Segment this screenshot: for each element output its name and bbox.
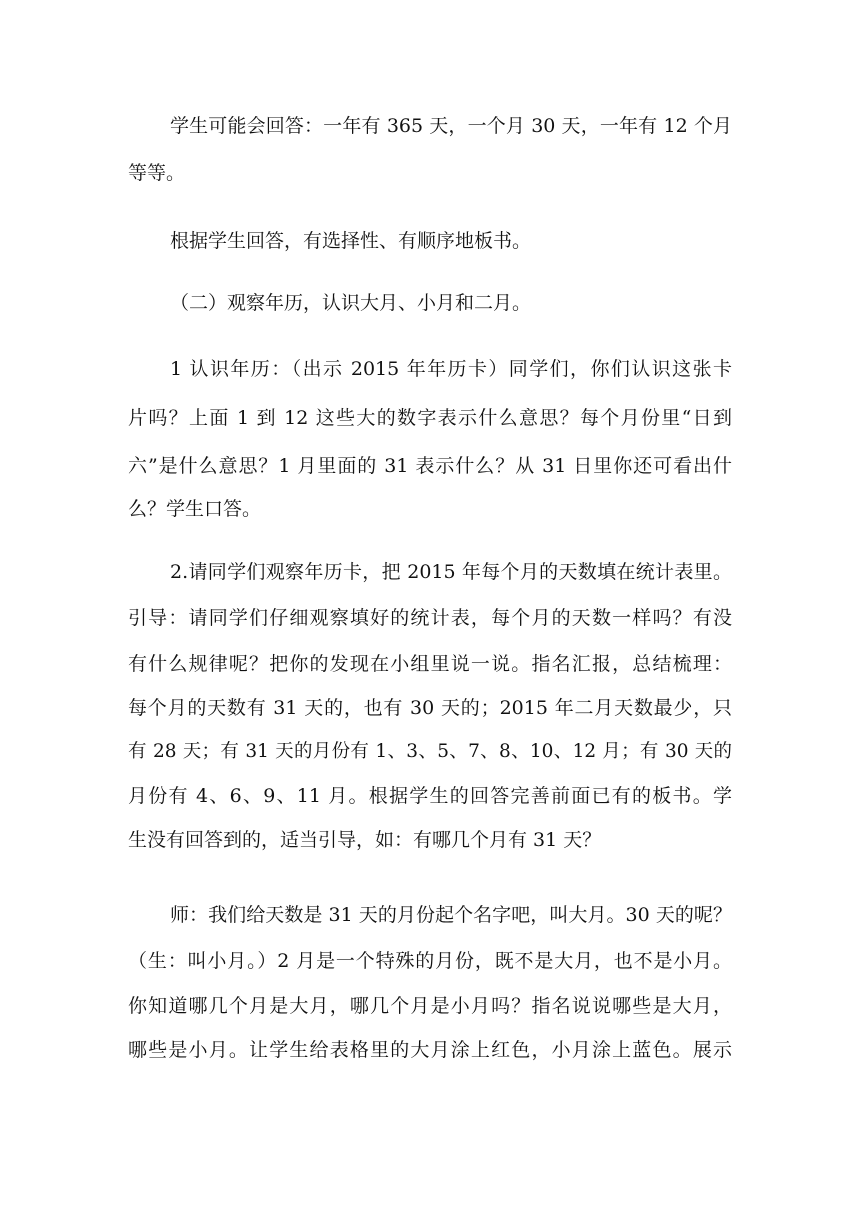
paragraph-4-line-4: 么？学生口答。: [128, 498, 262, 520]
paragraph-6-line-2: （生：叫小月。）2 月是一个特殊的月份，既不是大月，也不是小月。: [128, 950, 732, 972]
paragraph-6-line-3: 你知道哪几个月是大月，哪几个月是小月吗？指名说说哪些是大月，: [128, 995, 732, 1017]
paragraph-3-line-1: （二）观察年历，认识大月、小月和二月。: [170, 292, 532, 314]
paragraph-6-line-1: 师：我们给天数是 31 天的月份起个名字吧，叫大月。30 天的呢？: [170, 904, 732, 926]
paragraph-1-line-2: 等等。: [128, 162, 186, 184]
paragraph-4-line-1: 1 认识年历：（出示 2015 年年历卡）同学们，你们认识这张卡: [170, 358, 732, 380]
paragraph-4-line-2: 片吗？上面 1 到 12 这些大的数字表示什么意思？每个月份里“日到: [128, 407, 732, 429]
paragraph-1-line-1: 学生可能会回答：一年有 365 天，一个月 30 天，一年有 12 个月: [170, 115, 732, 137]
paragraph-5-line-7: 生没有回答到的，适当引导，如：有哪几个月有 31 天？: [128, 829, 602, 851]
paragraph-5-line-2: 引导：请同学们仔细观察填好的统计表，每个月的天数一样吗？有没: [128, 607, 732, 629]
paragraph-5-line-3: 有什么规律呢？把你的发现在小组里说一说。指名汇报，总结梳理：: [128, 653, 732, 675]
paragraph-5-line-1: 2.请同学们观察年历卡，把 2015 年每个月的天数填在统计表里。: [170, 561, 732, 583]
paragraph-4-line-3: 六”是什么意思？1 月里面的 31 表示什么？从 31 日里你还可看出什: [128, 455, 732, 477]
paragraph-5-line-5: 有 28 天；有 31 天的月份有 1、3、5、7、8、10、12 月；有 30 天的: [128, 741, 732, 762]
paragraph-2-line-1: 根据学生回答，有选择性、有顺序地板书。: [170, 230, 532, 252]
paragraph-5-line-6: 月份有 4、6、9、11 月。根据学生的回答完善前面已有的板书。学: [128, 785, 732, 807]
paragraph-5-line-4: 每个月的天数有 31 天的，也有 30 天的；2015 年二月天数最少，只: [128, 697, 732, 719]
paragraph-6-line-4: 哪些是小月。让学生给表格里的大月涂上红色，小月涂上蓝色。展示: [128, 1039, 732, 1061]
